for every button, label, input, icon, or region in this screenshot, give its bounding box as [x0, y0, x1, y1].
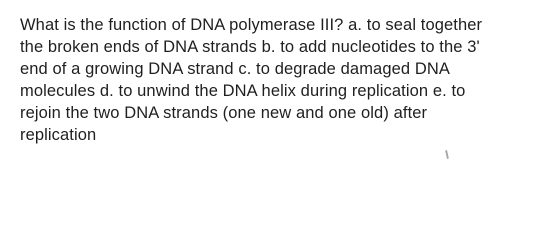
- scan-speck: [445, 150, 449, 159]
- question-line: end of a growing DNA strand c. to degrade damaged DNA: [20, 60, 450, 78]
- question-line: the broken ends of DNA strands b. to add nucleotides to the 3': [20, 38, 480, 56]
- question-text: [20, 14, 540, 146]
- question-line: molecules d. to unwind the DNA helix during replication e. to: [20, 82, 466, 100]
- question-line: What is the function of DNA polymerase III? a. to seal together: [20, 16, 483, 34]
- question-line: replication: [20, 126, 97, 144]
- question-line: rejoin the two DNA strands (one new and one old) after: [20, 104, 428, 122]
